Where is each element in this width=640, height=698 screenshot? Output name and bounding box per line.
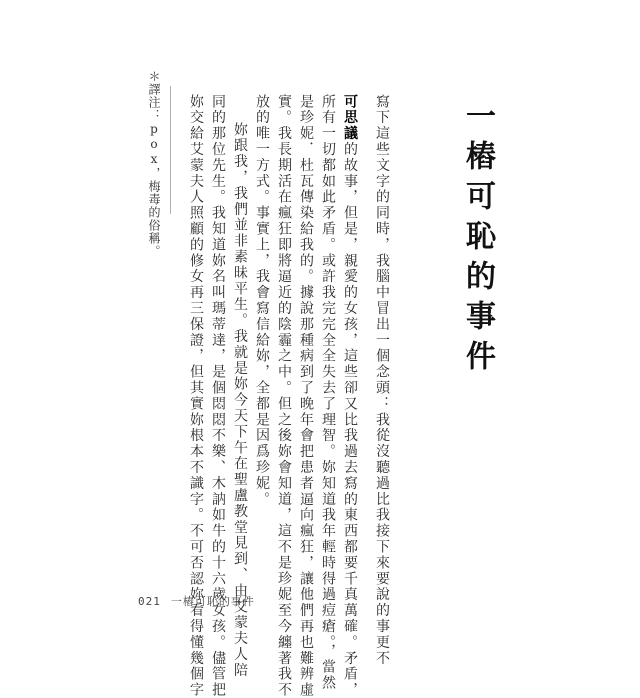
body-line <box>340 94 360 698</box>
page-number: 021 <box>138 595 161 608</box>
line-text: 的故事，但是，親愛的女孩，這些卻又比我過去寫的東西都要千真萬確。矛盾， <box>342 141 358 698</box>
line-text: 寫下這些文字的同時，我腦中冒出一個念頭：我從沒聽過比我接下來要說的事更不 <box>374 94 390 667</box>
line-text: 妳跟我，我們並非素昧平生。我就是妳今天下午在聖盧教堂見到、由艾蒙夫人陪 <box>232 122 248 679</box>
body-line <box>372 94 392 666</box>
body-line <box>274 94 294 698</box>
line-text: 實。我長期活在瘋狂即將逼近的陰霾之中。但之後妳會知道，這不是珍妮至今纏著我不 <box>276 94 292 698</box>
line-text: 放的唯一方式。事實上，我會寫信給妳，全都是因爲珍妮。 <box>254 94 270 508</box>
line-text: 是珍妮．杜瓦傳染給我的。據說那種病到了晚年會把患者逼向瘋狂，讓他們再也難辨虛 <box>298 94 314 698</box>
body-line <box>296 94 316 698</box>
footnote-divider <box>170 86 171 214</box>
line-text: 妳交給艾蒙夫人照顧的修女再三保證，但其實妳根本不識字。不可否認妳看得懂幾個字 <box>188 94 204 698</box>
running-title: 一樁可恥的事件 <box>170 595 255 608</box>
chapter-title: 一樁可恥的事件 <box>460 100 495 380</box>
line-text: 同的那位先生。我知道妳名叫瑪蒂達，是個悶悶不樂、木訥如牛的十六歲女孩。儘管把 <box>210 94 226 698</box>
page-footer <box>138 593 255 609</box>
body-line <box>318 94 338 691</box>
body-line <box>252 94 272 507</box>
footnote: ＊譯注：pox，梅毒的俗稱。 <box>147 70 161 258</box>
line-text: 所有一切都如此矛盾。或許我完完全全失去了理智。妳知道我年輕時得過痘瘡。，當然 <box>320 94 336 692</box>
bold-lead: 可思議 <box>342 94 358 142</box>
